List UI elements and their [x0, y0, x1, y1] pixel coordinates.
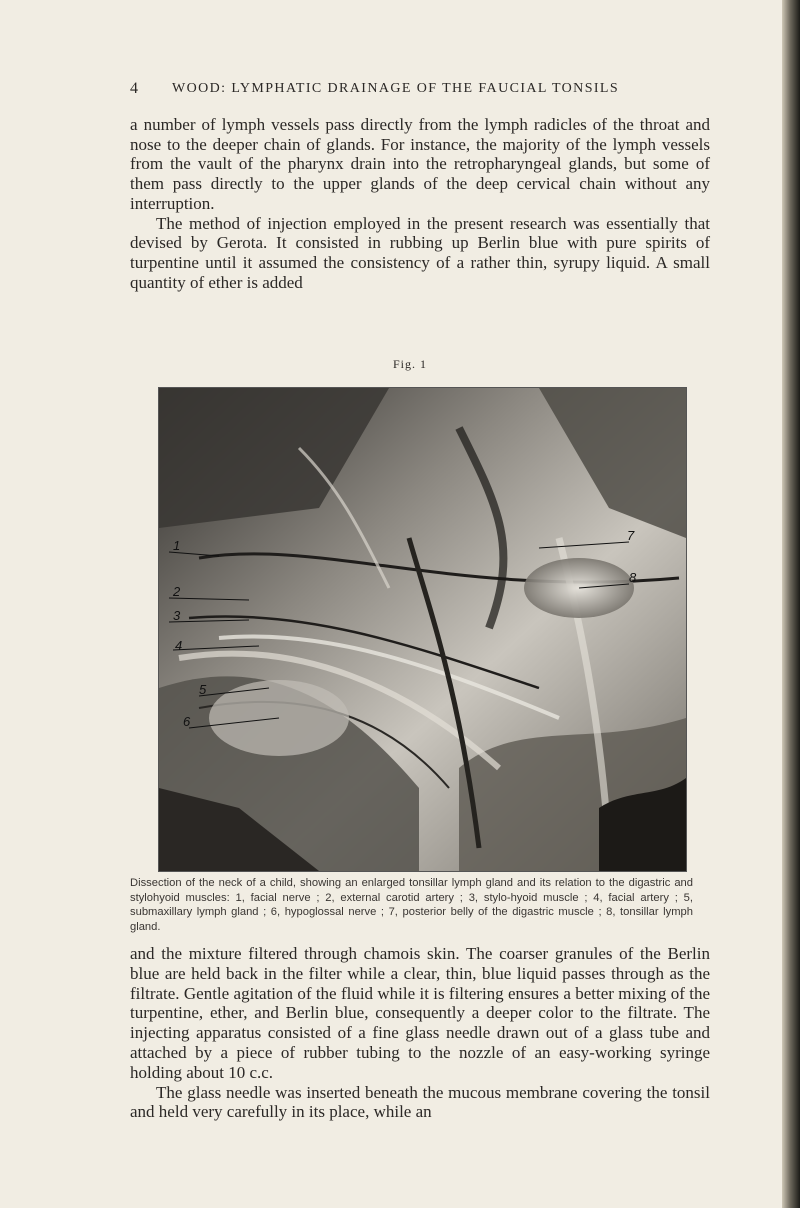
callout-1: 1: [173, 538, 181, 553]
body-text-top: [130, 115, 710, 292]
page-number: 4: [130, 80, 140, 97]
paragraph: and the mixture filtered through chamois skin. The coarser granules of the Berlin blue are held back in the filter while a clear, thin, blue liquid passes through as the filtrate. Gentle agitation of the fluid while it is filtering ensures a better mixing of the turpentine, ether, and Berlin blue, consequently a deeper color to the filtrate. The injecting apparatus consisted of a fine glass needle drawn out of a glass tube and attached by a piece of rubber tubing to the nozzle of an easy-working syringe holding about 10 c.c.: [130, 944, 710, 1082]
page-edge-shadow: [782, 0, 800, 1208]
figure-label: Fig. 1: [392, 357, 427, 371]
paragraph: a number of lymph vessels pass directly from the lymph radicles of the throat and nose to the deeper chain of glands. For instance, the majority of the lymph vessels from the vault of the pharynx drain into the retropharyngeal glands, but some of them pass directly to the upper glands of the deep cervical chain without any interruption.: [130, 115, 710, 213]
callout-3: 3: [173, 608, 181, 623]
paragraph: The glass needle was inserted beneath the mucous membrane covering the tonsil and held very carefully in its place, while an: [130, 1082, 710, 1122]
callout-5: 5: [199, 682, 207, 697]
callout-2: 2: [173, 584, 181, 599]
paragraph: The method of injection employed in the present research was essentially that devised by Gerota. It consisted in rubbing up Berlin blue with pure spirits of turpentine until it assumed the consistency of a rather thin, syrupy liquid. A small quantity of ether is added: [130, 213, 710, 292]
figure-photograph: [158, 387, 687, 872]
dissection-photo: [159, 388, 686, 871]
running-title: WOOD: LYMPHATIC DRAINAGE OF THE FAUCIAL TONSILS: [172, 81, 620, 96]
callout-8: 8: [629, 570, 637, 585]
body-text-bottom: [130, 944, 710, 1122]
callout-6: 6: [183, 714, 191, 729]
figure-caption: Dissection of the neck of a child, showing an enlarged tonsillar lymph gland and its relation to the digastric and stylohyoid muscles: 1, facial nerve ; 2, external carotid artery ; 3, stylo-hyoid muscle ; 4, facial artery ; 5, submaxillary lymph gland ; 6, hypoglossal nerve ; 7, posterior belly of the digastric muscle ; 8, tonsillar lymph gland.: [130, 877, 693, 933]
callout-4: 4: [175, 638, 183, 653]
callout-7: 7: [627, 528, 635, 543]
